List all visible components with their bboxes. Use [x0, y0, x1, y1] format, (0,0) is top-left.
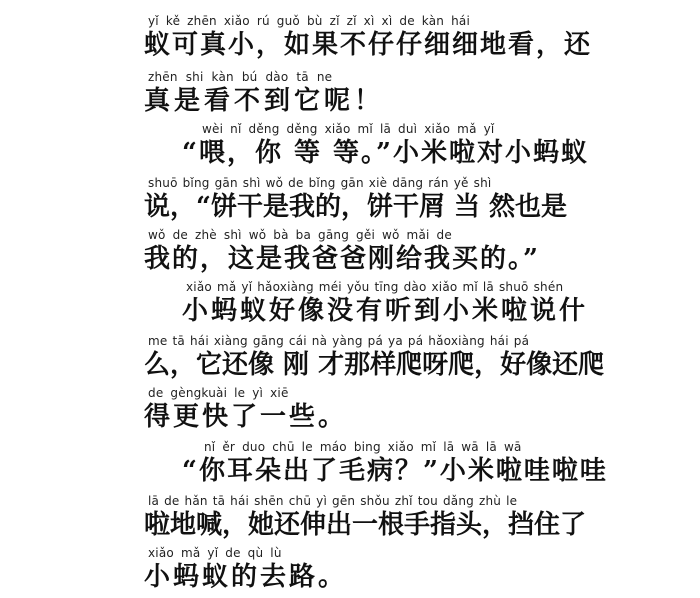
- hanzi-line: 真是看不到它呢！: [144, 86, 385, 116]
- pinyin-line: xiǎo mǎ yǐ hǎoxiàng méi yǒu tīng dào xiǎo mǐ lā shuō shén: [186, 280, 564, 294]
- hanzi-line: 我的，这是我爸爸刚给我买的。”: [144, 244, 540, 274]
- hanzi-line: 小蚂蚁的去路。: [144, 562, 348, 592]
- pinyin-line: de gèngkuài le yì xiē: [148, 386, 289, 400]
- hanzi-line: 啦地喊，她还伸出一根手指头，挡住了: [144, 510, 587, 540]
- pinyin-line: me tā hái xiàng gāng cái nà yàng pá ya pá hǎoxiàng hái pá: [148, 334, 530, 348]
- pinyin-line: shuō bǐng gān shì wǒ de bǐng gān xiè dāng rán yě shì: [148, 176, 492, 190]
- pinyin-line: wèi nǐ děng děng xiǎo mǐ lā duì xiǎo mǎ yǐ: [202, 122, 495, 136]
- pinyin-line: nǐ ěr duo chū le máo bing xiǎo mǐ lā wā lā wā: [204, 440, 522, 454]
- pinyin-line: lā de hǎn tā hái shēn chū yì gēn shǒu zhǐ tou dǎng zhù le: [148, 494, 518, 508]
- hanzi-line: 说，“饼干是我的，饼干屑 当 然也是: [144, 192, 568, 222]
- hanzi-line: 小蚂蚁好像没有听到小米啦说什: [182, 296, 589, 326]
- pinyin-line: wǒ de zhè shì wǒ bà ba gāng gěi wǒ mǎi de: [148, 228, 452, 242]
- hanzi-line: 蚁可真小，如果不仔仔细细地看，还: [144, 30, 593, 60]
- hanzi-line: “你耳朵出了毛病？”小米啦哇啦哇: [182, 456, 608, 486]
- hanzi-line: 得更快了一些。: [144, 402, 348, 432]
- pinyin-line: zhēn shi kàn bú dào tā ne: [148, 70, 333, 84]
- hanzi-line: 么，它还像 刚 才那样爬呀爬，好像还爬: [144, 350, 605, 380]
- pinyin-line: xiǎo mǎ yǐ de qù lù: [148, 546, 282, 560]
- hanzi-line: “喂，你 等 等。”小米啦对小蚂蚁: [182, 138, 590, 168]
- pinyin-line: yǐ kě zhēn xiǎo rú guǒ bù zǐ zǐ xì xì de kàn hái: [148, 14, 471, 28]
